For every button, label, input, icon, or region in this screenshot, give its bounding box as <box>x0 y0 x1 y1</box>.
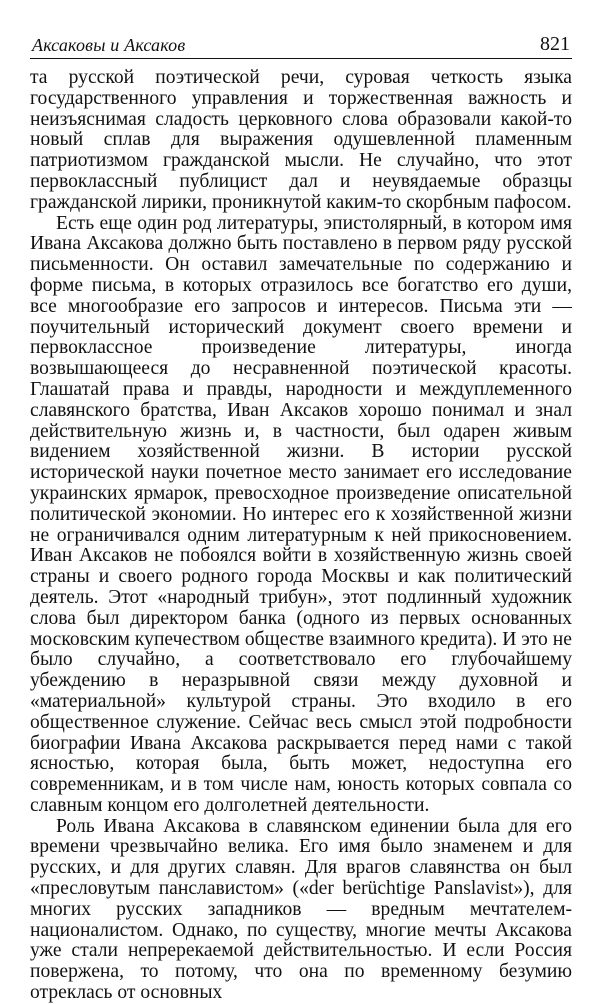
page-header <box>30 32 572 59</box>
paragraph-1: та русской поэтической речи, суровая четкость языка государственного управления и торжественная важность и неизъяснимая сладость церковного слова образовали какой-то новый сплав для выражения одушевленной пламенным патриотизмом гражданской мысли. Не случайно, что этот первоклассный публицист дал и неувядаемые образцы гражданской лирики, проникнутой каким-то скорбным пафосом. <box>30 67 572 213</box>
running-title: Аксаковы и Аксаков <box>32 35 186 55</box>
page-body <box>30 68 572 1004</box>
page-number: 821 <box>540 33 570 55</box>
paragraph-3: Роль Ивана Аксакова в славянском единении была для его времени чрезвычайно велика. Его имя было знаменем и для русских, и для других славян. Для врагов славянства он был «пресловутым панславистом» («der berüchtige Panslavist»), для многих русских западников — вредным мечтателем-националистом. Однако, по существу, многие мечты Аксакова уже стали непререкаемой действительностью. И если Россия повержена, то потому, что она по временному безумию отреклась от основных <box>30 815 572 1004</box>
paragraph-2: Есть еще один род литературы, эпистолярный, в котором имя Ивана Аксакова должно быть поставлено в первом ряду русской письменности. Он оставил замечательные по содержанию и форме письма, в которых отразилось все богатство его души, все многообразие его запросов и интересов. Письма эти — поучительный исторический документ своего времени и первоклассное произведение литературы, иногда возвышающееся до несравненной поэтической красоты. Глашатай права и правды, народности и междуплеменного славянского братства, Иван Аксаков хорошо понимал и знал действительную жизнь и, в частности, был одарен живым видением хозяйственной жизни. В истории русской исторической науки почетное место занимает его исследование украинских ярмарок, превосходное произведение описательной политической экономии. Но интерес его к хозяйственной жизни не ограничивался одним литературным к ней прикосновением. Иван Аксаков не побоялся войти в хозяйственную жизнь своей страны и своего родного города Москвы и как политический деятель. Этот «народный трибун», этот подлинный художник слова был директором банка (одного из первых основанных московским купечеством обществе взаимного кредита). И это не было случайно, а соответствовало его глубочайшему убеждению в неразрывной связи между духовной и «материальной» культурой страны. Это входило в его общественное служение. Сейчас весь смысл этой подробности биографии Ивана Аксакова раскрывается перед нами с такой ясностью, которая была, быть может, недоступна его современникам, и в том числе нам, юность которых совпала со славным концом его долголетней деятельности. <box>30 212 572 816</box>
